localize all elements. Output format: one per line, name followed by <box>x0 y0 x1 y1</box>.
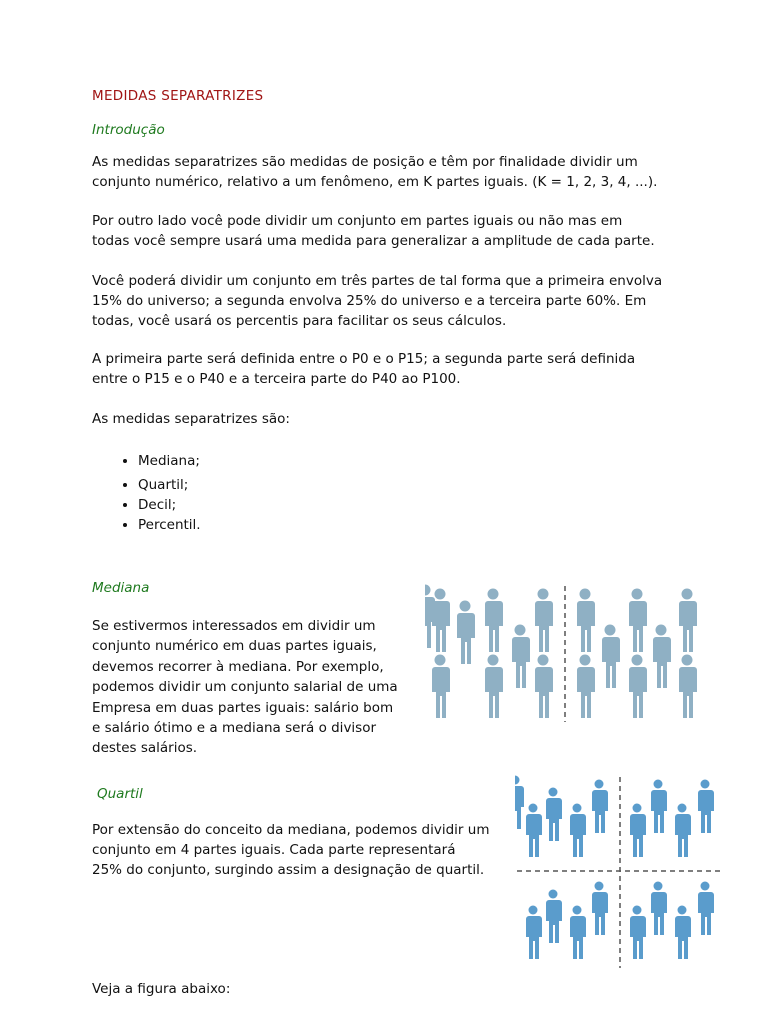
page-title: MEDIDAS SEPARATRIZES <box>92 88 264 104</box>
mediana-heading: Mediana <box>92 580 150 596</box>
quartil-heading: Quartil <box>97 786 143 802</box>
people-divided-in-two-icon <box>425 584 710 724</box>
intro-paragraph-4: A primeira parte será definida entre o P0 e o P15; a segunda parte será definida entre o P15 e o P40 e a terceira parte do P40 ao P100. <box>92 351 636 387</box>
intro-paragraph-3: Você poderá dividir um conjunto em três partes de tal forma que a primeira envolva 15% do universo; a segunda envolva 25% do universo e a terceira parte 60%. Em todas, você usará os percentis para facilitar os seus cálculos. <box>92 273 663 329</box>
list-item: • Quartil; <box>138 475 201 495</box>
intro-paragraph-1: As medidas separatrizes são medidas de posição e têm por finalidade dividir um conjunto numérico, relativo a um fenômeno, em K partes iguais. (K = 1, 2, 3, 4, ...). <box>92 154 658 190</box>
intro-paragraph-5: As medidas separatrizes são: <box>92 411 290 427</box>
list-item: • Decil; <box>138 495 201 515</box>
mediana-paragraph: Se estivermos interessados em dividir um conjunto numérico em duas partes iguais, devemos recorrer à mediana. Por exemplo, podemos dividir um conjunto salarial de uma Empresa em duas partes iguais: salário bom e salário ótimo e a mediana será o divisor destes salários. <box>92 618 398 757</box>
intro-heading: Introdução <box>92 122 165 138</box>
quartil-paragraph: Por extensão do conceito da mediana, podemos dividir um conjunto em 4 partes iguais. Cada parte representará 25% do conjunto, surgindo assim a designação de quartil. <box>92 822 490 878</box>
list-item: • Mediana; <box>138 451 201 471</box>
footer-text: Veja a figura abaixo: <box>92 981 231 997</box>
measures-list <box>92 451 201 535</box>
list-item: • Percentil. <box>138 515 201 535</box>
people-divided-in-four-icon <box>515 775 725 970</box>
intro-paragraph-2: Por outro lado você pode dividir um conjunto em partes iguais ou não mas em todas você sempre usará uma medida para generalizar a amplitude de cada parte. <box>92 213 655 249</box>
